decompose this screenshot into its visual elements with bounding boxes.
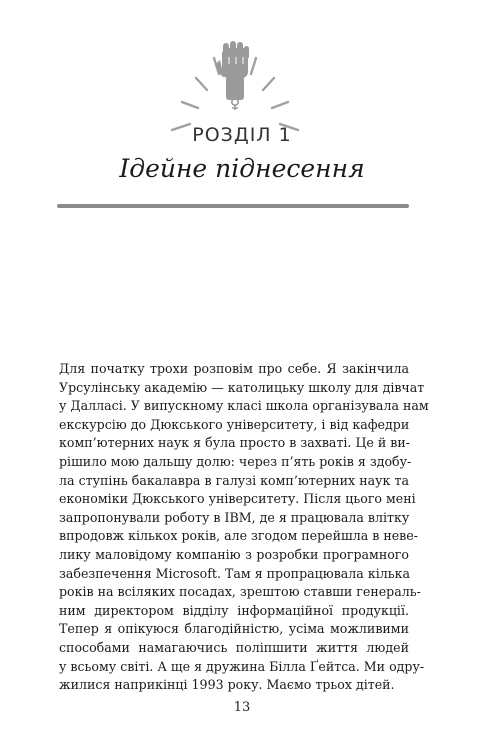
chapter-label: РОЗДІЛ 1: [192, 124, 292, 146]
body-line: способами намагаючись поліпшити життя людей: [59, 639, 409, 655]
body-line: у всьому світі. А ще я дружина Білла Ґейтса. Ми одру-: [59, 658, 425, 674]
body-line: Для початку трохи розповім про себе. Я закінчила: [59, 361, 409, 376]
body-line: запропонували роботу в IBM, де я працювала влітку: [59, 509, 410, 525]
body-line: комп’ютерних наук я була просто в захваті. Це й ви-: [59, 435, 411, 451]
body-line: впродовж кількох років, але згодом перейшла в неве-: [59, 528, 418, 544]
body-line: ним директором відділу інформаційної продукції.: [59, 602, 409, 618]
body-line: рішило мою дальшу долю: через п’ять років я здобу-: [59, 453, 412, 469]
body-line: економіки Дюкського університету. Після цього мені: [59, 491, 416, 507]
body-line: Тепер я опікуюся благодійністю, усіма можливими: [59, 621, 409, 637]
body-line: лику маловідому компанію з розробки програмного: [59, 546, 409, 562]
body-line: у Далласі. У випускному класі школа організувала нам: [59, 398, 429, 414]
body-line: Урсулінську академію — католицьку школу для дівчат: [59, 379, 425, 395]
page-number: 13: [233, 700, 251, 715]
raised-fist-sunburst-icon: [160, 38, 310, 138]
body-line: екскурсію до Дюкського університету, і від кафедри: [59, 416, 410, 432]
title-divider: [57, 204, 409, 208]
body-line: років на всіляких посадах, зрештою ставши генераль-: [59, 584, 421, 600]
body-line: жилися наприкінці 1993 року. Маємо трьох дітей.: [59, 677, 395, 693]
body-line: ла ступінь бакалавра в галузі комп’ютерних наук та: [59, 472, 409, 488]
body-paragraph: [59, 360, 429, 695]
chapter-title: Ідейне піднесення: [119, 154, 365, 183]
body-line: забезпечення Microsoft. Там я пропрацювала кілька: [59, 565, 410, 581]
